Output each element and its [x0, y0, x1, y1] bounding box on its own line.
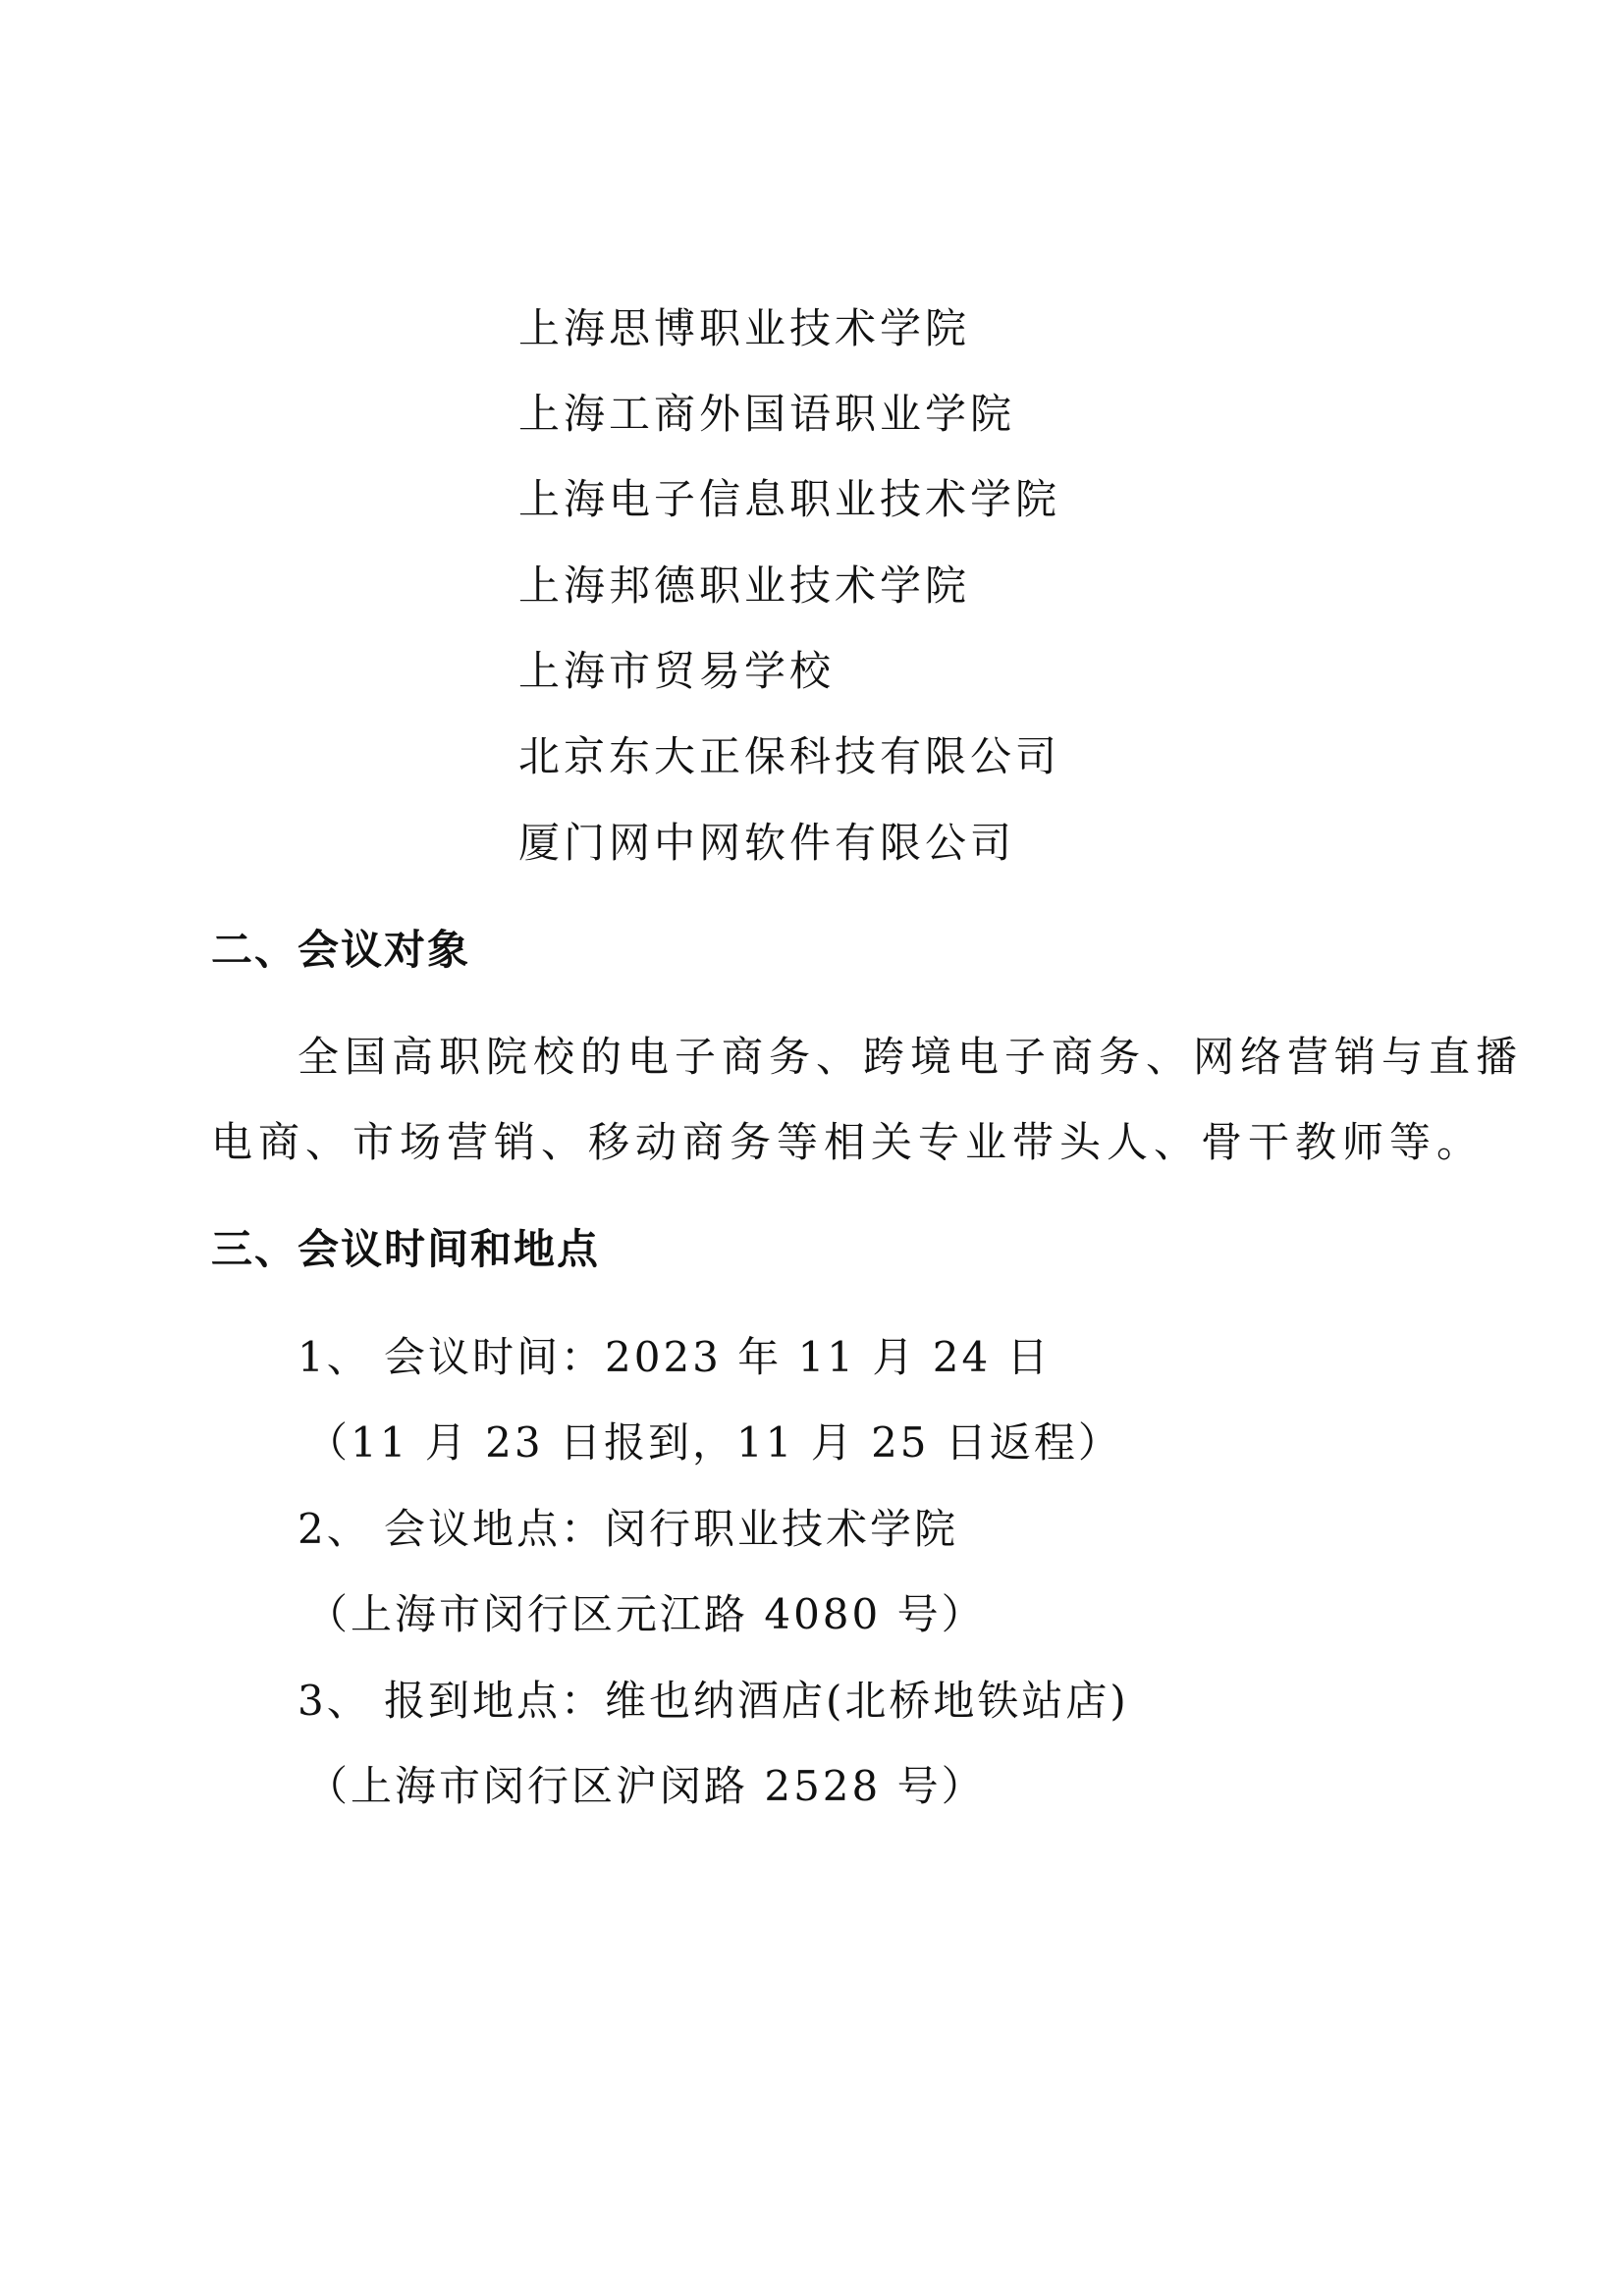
attendees-paragraph-line-2: 电商、市场营销、移动商务等相关专业带头人、骨干教师等。: [211, 1118, 1485, 1166]
info-item-venue-address: （上海市闵行区元江路 4080 号）: [306, 1590, 986, 1638]
organizer-item: 上海电子信息职业技术学院: [518, 475, 1061, 523]
section-heading-attendees: 二、会议对象: [211, 926, 471, 974]
organizer-item: 北京东大正保科技有限公司: [518, 732, 1061, 780]
item-text: 会议地点：闵行职业技术学院: [384, 1505, 959, 1553]
info-item-venue: [298, 1500, 958, 1559]
section-heading-time-place: 三、会议时间和地点: [211, 1225, 601, 1273]
organizer-item: 上海邦德职业技术学院: [518, 561, 971, 610]
organizer-item: 上海思博职业技术学院: [518, 304, 971, 352]
info-item-time-detail: （11 月 23 日报到，11 月 25 日返程）: [306, 1418, 1122, 1467]
info-item-checkin-address: （上海市闵行区沪闵路 2528 号）: [306, 1762, 986, 1810]
item-text: 报到地点：维也纳酒店(北桥地铁站店): [384, 1677, 1129, 1725]
info-item-checkin: [298, 1672, 1129, 1731]
item-text: 会议时间：2023 年 11 月 24 日: [384, 1333, 1052, 1381]
organizer-item: 上海工商外国语职业学院: [518, 390, 1016, 438]
attendees-paragraph-line-1: 全国高职院校的电子商务、跨境电子商务、网络营销与直播: [298, 1033, 1524, 1081]
organizer-item: 厦门网中网软件有限公司: [518, 819, 1016, 867]
organizer-item: 上海市贸易学校: [518, 647, 836, 695]
info-item-time: [298, 1328, 1052, 1387]
item-number: 3、: [298, 1677, 371, 1725]
item-number: 2、: [298, 1505, 371, 1553]
item-number: 1、: [298, 1333, 371, 1381]
